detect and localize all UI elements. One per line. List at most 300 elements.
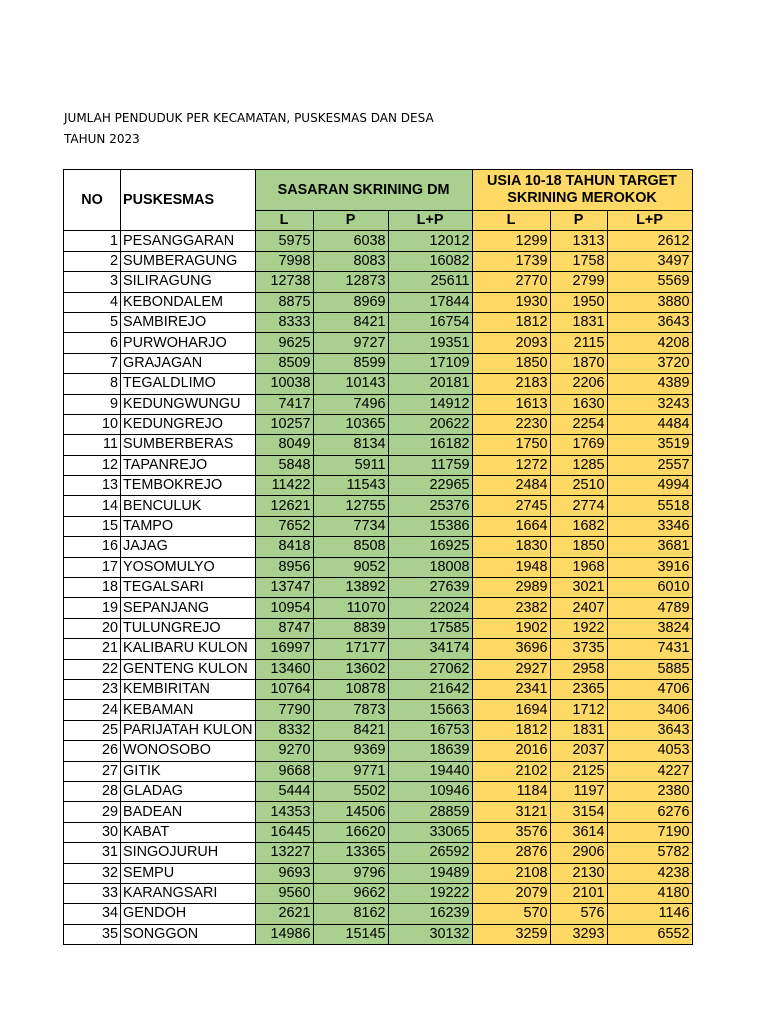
row-no-cell: 17: [64, 557, 121, 577]
row-puskesmas-cell: KEMBIRITAN: [121, 679, 256, 699]
table-row: [64, 883, 693, 903]
dm-l-cell: 2621: [255, 904, 313, 924]
dm-p-cell: 15145: [313, 924, 388, 944]
header-dm-p: P: [313, 211, 388, 231]
rokok-p-cell: 2958: [550, 659, 607, 679]
rokok-l-cell: 2770: [472, 272, 550, 292]
rokok-lp-cell: 4389: [607, 374, 692, 394]
table-row: [64, 251, 693, 271]
rokok-lp-cell: 3497: [607, 251, 692, 271]
rokok-lp-cell: 3519: [607, 435, 692, 455]
rokok-l-cell: 1812: [472, 312, 550, 332]
row-puskesmas-cell: TEGALSARI: [121, 578, 256, 598]
dm-p-cell: 8969: [313, 292, 388, 312]
table-row: [64, 333, 693, 353]
rokok-lp-cell: 3824: [607, 618, 692, 638]
rokok-lp-cell: 3346: [607, 516, 692, 536]
rokok-p-cell: 2365: [550, 679, 607, 699]
dm-lp-cell: 17109: [388, 353, 472, 373]
rokok-l-cell: 2745: [472, 496, 550, 516]
dm-lp-cell: 22024: [388, 598, 472, 618]
rokok-l-cell: 2108: [472, 863, 550, 883]
dm-p-cell: 10878: [313, 679, 388, 699]
row-no-cell: 21: [64, 639, 121, 659]
rokok-p-cell: 2774: [550, 496, 607, 516]
rokok-lp-cell: 3243: [607, 394, 692, 414]
rokok-lp-cell: 3406: [607, 700, 692, 720]
population-table: [63, 169, 693, 945]
dm-lp-cell: 27062: [388, 659, 472, 679]
table-row: [64, 537, 693, 557]
rokok-l-cell: 2102: [472, 761, 550, 781]
dm-p-cell: 7734: [313, 516, 388, 536]
row-no-cell: 30: [64, 822, 121, 842]
rokok-lp-cell: 2612: [607, 231, 692, 251]
row-puskesmas-cell: SEPANJANG: [121, 598, 256, 618]
row-no-cell: 24: [64, 700, 121, 720]
row-puskesmas-cell: KEBONDALEM: [121, 292, 256, 312]
rokok-p-cell: 2510: [550, 476, 607, 496]
rokok-lp-cell: 5885: [607, 659, 692, 679]
table-row: [64, 904, 693, 924]
rokok-lp-cell: 1146: [607, 904, 692, 924]
rokok-p-cell: 2799: [550, 272, 607, 292]
dm-l-cell: 7790: [255, 700, 313, 720]
row-puskesmas-cell: PURWOHARJO: [121, 333, 256, 353]
rokok-p-cell: 3154: [550, 802, 607, 822]
dm-l-cell: 5848: [255, 455, 313, 475]
row-no-cell: 15: [64, 516, 121, 536]
row-no-cell: 35: [64, 924, 121, 944]
row-no-cell: 33: [64, 883, 121, 903]
dm-p-cell: 6038: [313, 231, 388, 251]
row-puskesmas-cell: TULUNGREJO: [121, 618, 256, 638]
dm-lp-cell: 26592: [388, 843, 472, 863]
dm-p-cell: 10143: [313, 374, 388, 394]
rokok-p-cell: 1758: [550, 251, 607, 271]
table-row: [64, 374, 693, 394]
row-no-cell: 10: [64, 414, 121, 434]
dm-l-cell: 12738: [255, 272, 313, 292]
row-no-cell: 11: [64, 435, 121, 455]
dm-p-cell: 9662: [313, 883, 388, 903]
table-row: [64, 557, 693, 577]
rokok-p-cell: 1968: [550, 557, 607, 577]
rokok-lp-cell: 5518: [607, 496, 692, 516]
row-no-cell: 22: [64, 659, 121, 679]
dm-l-cell: 13747: [255, 578, 313, 598]
dm-p-cell: 13602: [313, 659, 388, 679]
rokok-lp-cell: 3720: [607, 353, 692, 373]
rokok-lp-cell: 4789: [607, 598, 692, 618]
row-puskesmas-cell: KEDUNGWUNGU: [121, 394, 256, 414]
row-no-cell: 27: [64, 761, 121, 781]
dm-l-cell: 8747: [255, 618, 313, 638]
rokok-l-cell: 2230: [472, 414, 550, 434]
rokok-l-cell: 3121: [472, 802, 550, 822]
row-puskesmas-cell: WONOSOBO: [121, 741, 256, 761]
row-no-cell: 16: [64, 537, 121, 557]
dm-lp-cell: 16754: [388, 312, 472, 332]
rokok-lp-cell: 4238: [607, 863, 692, 883]
table-row: [64, 924, 693, 944]
row-puskesmas-cell: TAMPO: [121, 516, 256, 536]
dm-lp-cell: 20181: [388, 374, 472, 394]
table-row: [64, 414, 693, 434]
table-row: [64, 394, 693, 414]
rokok-p-cell: 1712: [550, 700, 607, 720]
dm-p-cell: 5502: [313, 781, 388, 801]
rokok-p-cell: 1831: [550, 312, 607, 332]
row-puskesmas-cell: SILIRAGUNG: [121, 272, 256, 292]
row-no-cell: 1: [64, 231, 121, 251]
row-puskesmas-cell: SONGGON: [121, 924, 256, 944]
dm-l-cell: 14986: [255, 924, 313, 944]
dm-p-cell: 12755: [313, 496, 388, 516]
header-dm-lp: L+P: [388, 211, 472, 231]
row-puskesmas-cell: GRAJAGAN: [121, 353, 256, 373]
dm-p-cell: 8421: [313, 720, 388, 740]
row-no-cell: 9: [64, 394, 121, 414]
rokok-p-cell: 1197: [550, 781, 607, 801]
rokok-l-cell: 1750: [472, 435, 550, 455]
dm-lp-cell: 19351: [388, 333, 472, 353]
rokok-lp-cell: 4484: [607, 414, 692, 434]
dm-lp-cell: 15663: [388, 700, 472, 720]
dm-lp-cell: 19489: [388, 863, 472, 883]
dm-lp-cell: 15386: [388, 516, 472, 536]
dm-l-cell: 8956: [255, 557, 313, 577]
table-row: [64, 720, 693, 740]
rokok-p-cell: 2254: [550, 414, 607, 434]
dm-lp-cell: 21642: [388, 679, 472, 699]
rokok-p-cell: 3293: [550, 924, 607, 944]
rokok-l-cell: 2079: [472, 883, 550, 903]
table-row: [64, 843, 693, 863]
rokok-p-cell: 1922: [550, 618, 607, 638]
rokok-l-cell: 1664: [472, 516, 550, 536]
dm-p-cell: 11070: [313, 598, 388, 618]
rokok-p-cell: 1313: [550, 231, 607, 251]
dm-lp-cell: 16182: [388, 435, 472, 455]
rokok-lp-cell: 2557: [607, 455, 692, 475]
dm-lp-cell: 16925: [388, 537, 472, 557]
rokok-p-cell: 1870: [550, 353, 607, 373]
rokok-l-cell: 2341: [472, 679, 550, 699]
dm-lp-cell: 33065: [388, 822, 472, 842]
dm-p-cell: 8134: [313, 435, 388, 455]
dm-p-cell: 9369: [313, 741, 388, 761]
row-puskesmas-cell: GLADAG: [121, 781, 256, 801]
rokok-l-cell: 2927: [472, 659, 550, 679]
dm-l-cell: 9560: [255, 883, 313, 903]
dm-p-cell: 8599: [313, 353, 388, 373]
rokok-lp-cell: 4227: [607, 761, 692, 781]
table-row: [64, 476, 693, 496]
rokok-lp-cell: 5782: [607, 843, 692, 863]
rokok-l-cell: 1902: [472, 618, 550, 638]
table-row: [64, 231, 693, 251]
row-no-cell: 4: [64, 292, 121, 312]
header-rokok-lp: L+P: [607, 211, 692, 231]
header-rokok-p: P: [550, 211, 607, 231]
dm-l-cell: 10257: [255, 414, 313, 434]
row-puskesmas-cell: SUMBERAGUNG: [121, 251, 256, 271]
rokok-p-cell: 2115: [550, 333, 607, 353]
rokok-l-cell: 1739: [472, 251, 550, 271]
dm-l-cell: 5444: [255, 781, 313, 801]
rokok-p-cell: 2206: [550, 374, 607, 394]
row-puskesmas-cell: SINGOJURUH: [121, 843, 256, 863]
table-row: [64, 455, 693, 475]
rokok-p-cell: 3735: [550, 639, 607, 659]
dm-p-cell: 13892: [313, 578, 388, 598]
rokok-lp-cell: 4994: [607, 476, 692, 496]
dm-p-cell: 12873: [313, 272, 388, 292]
row-no-cell: 20: [64, 618, 121, 638]
row-no-cell: 3: [64, 272, 121, 292]
rokok-l-cell: 1299: [472, 231, 550, 251]
header-no: NO: [64, 170, 121, 231]
dm-l-cell: 5975: [255, 231, 313, 251]
rokok-p-cell: 2101: [550, 883, 607, 903]
dm-lp-cell: 18639: [388, 741, 472, 761]
rokok-l-cell: 570: [472, 904, 550, 924]
row-no-cell: 26: [64, 741, 121, 761]
dm-lp-cell: 16082: [388, 251, 472, 271]
dm-p-cell: 8508: [313, 537, 388, 557]
row-puskesmas-cell: GENDOH: [121, 904, 256, 924]
row-puskesmas-cell: SAMBIREJO: [121, 312, 256, 332]
row-puskesmas-cell: KEDUNGREJO: [121, 414, 256, 434]
rokok-l-cell: 1830: [472, 537, 550, 557]
rokok-lp-cell: 3643: [607, 720, 692, 740]
rokok-lp-cell: 4053: [607, 741, 692, 761]
dm-lp-cell: 22965: [388, 476, 472, 496]
rokok-l-cell: 3576: [472, 822, 550, 842]
table-row: [64, 272, 693, 292]
header-rokok-l: L: [472, 211, 550, 231]
dm-lp-cell: 16239: [388, 904, 472, 924]
dm-l-cell: 8509: [255, 353, 313, 373]
row-puskesmas-cell: GENTENG KULON: [121, 659, 256, 679]
dm-l-cell: 8332: [255, 720, 313, 740]
row-no-cell: 12: [64, 455, 121, 475]
table-row: [64, 802, 693, 822]
dm-l-cell: 13227: [255, 843, 313, 863]
table-row: [64, 598, 693, 618]
rokok-lp-cell: 4180: [607, 883, 692, 903]
rokok-lp-cell: 4208: [607, 333, 692, 353]
rokok-l-cell: 2876: [472, 843, 550, 863]
rokok-lp-cell: 5569: [607, 272, 692, 292]
dm-l-cell: 8418: [255, 537, 313, 557]
row-no-cell: 29: [64, 802, 121, 822]
dm-l-cell: 8333: [255, 312, 313, 332]
rokok-p-cell: 2125: [550, 761, 607, 781]
row-no-cell: 14: [64, 496, 121, 516]
table-row: [64, 578, 693, 598]
dm-l-cell: 10764: [255, 679, 313, 699]
rokok-l-cell: 2484: [472, 476, 550, 496]
dm-l-cell: 9693: [255, 863, 313, 883]
row-puskesmas-cell: TEGALDLIMO: [121, 374, 256, 394]
dm-l-cell: 16445: [255, 822, 313, 842]
dm-l-cell: 8875: [255, 292, 313, 312]
rokok-lp-cell: 7190: [607, 822, 692, 842]
rokok-lp-cell: 6010: [607, 578, 692, 598]
row-no-cell: 13: [64, 476, 121, 496]
dm-lp-cell: 34174: [388, 639, 472, 659]
rokok-lp-cell: 4706: [607, 679, 692, 699]
dm-lp-cell: 16753: [388, 720, 472, 740]
rokok-lp-cell: 3916: [607, 557, 692, 577]
row-puskesmas-cell: TAPANREJO: [121, 455, 256, 475]
rokok-p-cell: 1831: [550, 720, 607, 740]
rokok-lp-cell: 3681: [607, 537, 692, 557]
header-dm-l: L: [255, 211, 313, 231]
dm-l-cell: 11422: [255, 476, 313, 496]
rokok-p-cell: 2130: [550, 863, 607, 883]
dm-l-cell: 7652: [255, 516, 313, 536]
row-puskesmas-cell: KARANGSARI: [121, 883, 256, 903]
row-no-cell: 8: [64, 374, 121, 394]
rokok-lp-cell: 7431: [607, 639, 692, 659]
rokok-p-cell: 1682: [550, 516, 607, 536]
dm-p-cell: 9052: [313, 557, 388, 577]
rokok-lp-cell: 3880: [607, 292, 692, 312]
rokok-lp-cell: 6276: [607, 802, 692, 822]
dm-p-cell: 10365: [313, 414, 388, 434]
rokok-p-cell: 1769: [550, 435, 607, 455]
row-puskesmas-cell: JAJAG: [121, 537, 256, 557]
rokok-l-cell: 1694: [472, 700, 550, 720]
row-no-cell: 28: [64, 781, 121, 801]
table-row: [64, 639, 693, 659]
dm-lp-cell: 11759: [388, 455, 472, 475]
row-no-cell: 19: [64, 598, 121, 618]
dm-lp-cell: 19222: [388, 883, 472, 903]
table-row: [64, 312, 693, 332]
dm-l-cell: 12621: [255, 496, 313, 516]
dm-p-cell: 14506: [313, 802, 388, 822]
table-row: [64, 516, 693, 536]
rokok-l-cell: 2016: [472, 741, 550, 761]
table-row: [64, 353, 693, 373]
table-row: [64, 761, 693, 781]
dm-l-cell: 10954: [255, 598, 313, 618]
dm-p-cell: 16620: [313, 822, 388, 842]
row-no-cell: 2: [64, 251, 121, 271]
rokok-p-cell: 1950: [550, 292, 607, 312]
row-no-cell: 25: [64, 720, 121, 740]
rokok-l-cell: 2093: [472, 333, 550, 353]
rokok-p-cell: 2906: [550, 843, 607, 863]
rokok-lp-cell: 6552: [607, 924, 692, 944]
rokok-l-cell: 1850: [472, 353, 550, 373]
rokok-l-cell: 1930: [472, 292, 550, 312]
row-puskesmas-cell: KALIBARU KULON: [121, 639, 256, 659]
dm-l-cell: 13460: [255, 659, 313, 679]
dm-p-cell: 9771: [313, 761, 388, 781]
row-puskesmas-cell: GITIK: [121, 761, 256, 781]
dm-l-cell: 14353: [255, 802, 313, 822]
table-row: [64, 781, 693, 801]
row-puskesmas-cell: KEBAMAN: [121, 700, 256, 720]
row-puskesmas-cell: BADEAN: [121, 802, 256, 822]
row-no-cell: 7: [64, 353, 121, 373]
dm-lp-cell: 14912: [388, 394, 472, 414]
dm-l-cell: 10038: [255, 374, 313, 394]
dm-p-cell: 9727: [313, 333, 388, 353]
dm-lp-cell: 25376: [388, 496, 472, 516]
rokok-l-cell: 2989: [472, 578, 550, 598]
table-row: [64, 496, 693, 516]
document-year: TAHUN 2023: [64, 132, 140, 146]
table-row: [64, 679, 693, 699]
table-row: [64, 292, 693, 312]
table-row: [64, 741, 693, 761]
dm-l-cell: 7998: [255, 251, 313, 271]
dm-lp-cell: 30132: [388, 924, 472, 944]
table-row: [64, 863, 693, 883]
rokok-p-cell: 1630: [550, 394, 607, 414]
dm-p-cell: 11543: [313, 476, 388, 496]
rokok-l-cell: 3696: [472, 639, 550, 659]
row-puskesmas-cell: SUMBERBERAS: [121, 435, 256, 455]
row-puskesmas-cell: KABAT: [121, 822, 256, 842]
dm-l-cell: 9625: [255, 333, 313, 353]
row-no-cell: 34: [64, 904, 121, 924]
dm-l-cell: 9668: [255, 761, 313, 781]
table-row: [64, 822, 693, 842]
header-group-rokok: USIA 10-18 TAHUN TARGET SKRINING MEROKOK: [472, 170, 692, 211]
row-no-cell: 6: [64, 333, 121, 353]
row-no-cell: 31: [64, 843, 121, 863]
dm-lp-cell: 17844: [388, 292, 472, 312]
dm-l-cell: 16997: [255, 639, 313, 659]
row-no-cell: 5: [64, 312, 121, 332]
dm-lp-cell: 27639: [388, 578, 472, 598]
rokok-p-cell: 1285: [550, 455, 607, 475]
rokok-p-cell: 3614: [550, 822, 607, 842]
dm-lp-cell: 12012: [388, 231, 472, 251]
row-puskesmas-cell: SEMPU: [121, 863, 256, 883]
dm-l-cell: 8049: [255, 435, 313, 455]
rokok-p-cell: 1850: [550, 537, 607, 557]
dm-lp-cell: 19440: [388, 761, 472, 781]
rokok-l-cell: 1812: [472, 720, 550, 740]
dm-lp-cell: 10946: [388, 781, 472, 801]
row-no-cell: 23: [64, 679, 121, 699]
header-puskesmas: PUSKESMAS: [121, 170, 256, 231]
rokok-p-cell: 576: [550, 904, 607, 924]
dm-lp-cell: 17585: [388, 618, 472, 638]
row-puskesmas-cell: YOSOMULYO: [121, 557, 256, 577]
rokok-p-cell: 2037: [550, 741, 607, 761]
dm-lp-cell: 28859: [388, 802, 472, 822]
rokok-lp-cell: 3643: [607, 312, 692, 332]
rokok-lp-cell: 2380: [607, 781, 692, 801]
dm-p-cell: 5911: [313, 455, 388, 475]
rokok-l-cell: 1272: [472, 455, 550, 475]
row-puskesmas-cell: PARIJATAH KULON: [121, 720, 256, 740]
dm-l-cell: 9270: [255, 741, 313, 761]
header-group-dm: SASARAN SKRINING DM: [255, 170, 472, 211]
row-puskesmas-cell: BENCULUK: [121, 496, 256, 516]
dm-p-cell: 8162: [313, 904, 388, 924]
rokok-l-cell: 1184: [472, 781, 550, 801]
